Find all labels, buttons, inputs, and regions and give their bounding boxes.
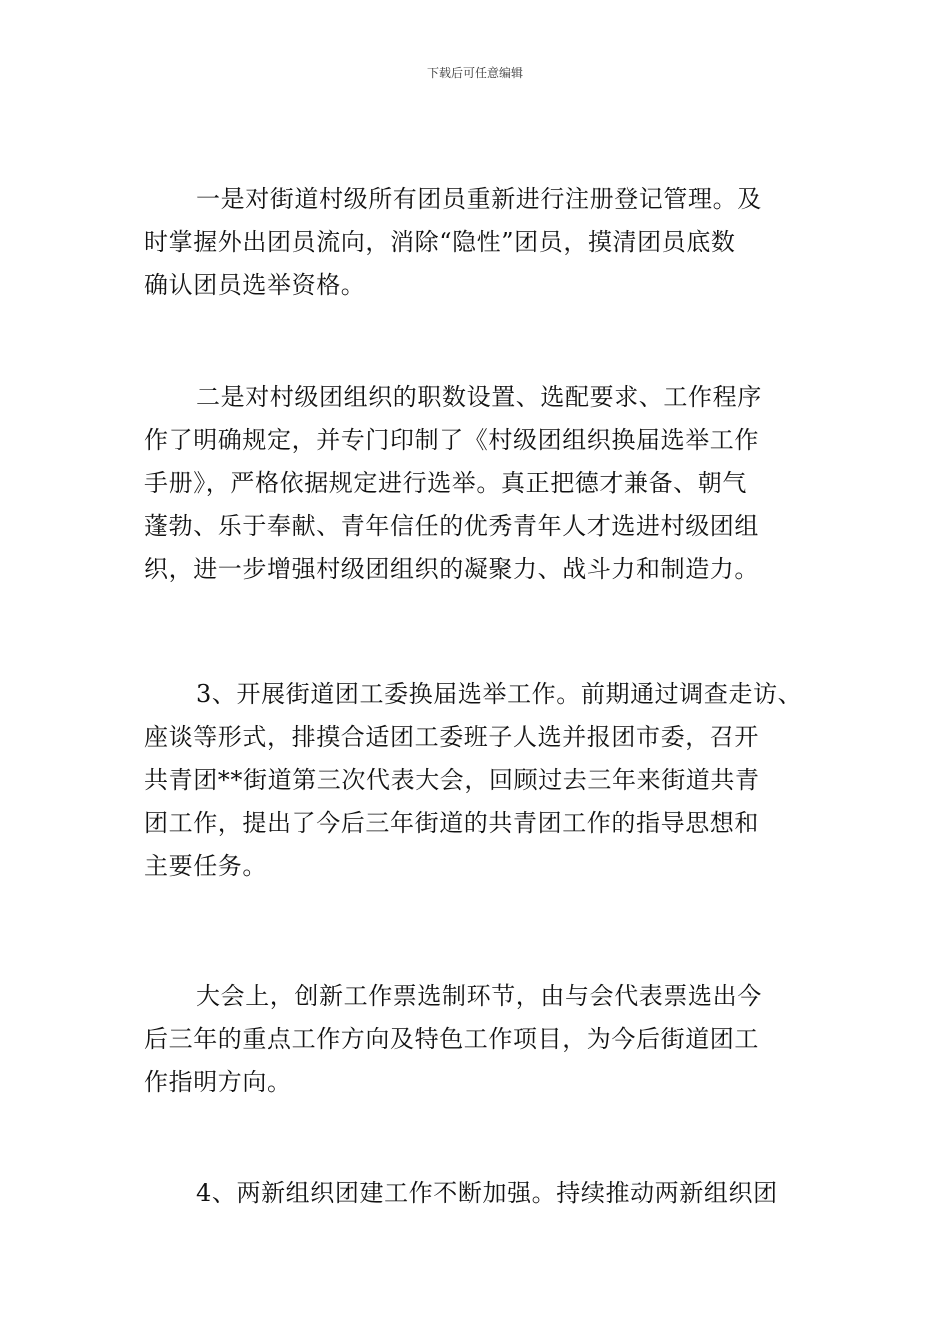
paragraph-line: 3、开展街道团工委换届选举工作。前期通过调查走访、: [196, 680, 803, 708]
paragraph-1: [144, 178, 812, 307]
paragraph-line: 时掌握外出团员流向，消除“隐性”团员，摸清团员底数: [144, 228, 736, 256]
paragraph-4: [144, 975, 812, 1104]
paragraph-line: 主要任务。: [144, 852, 267, 880]
paragraph-line: 团工作，提出了今后三年街道的共青团工作的指导思想和: [144, 809, 759, 837]
paragraph-line: 作指明方向。: [144, 1068, 292, 1096]
paragraph-line: 织，进一步增强村级团组织的凝聚力、战斗力和制造力。: [144, 555, 759, 583]
paragraph-line: 座谈等形式，排摸合适团工委班子人选并报团市委，召开: [144, 723, 759, 751]
header-note: 下载后可任意编辑: [426, 66, 523, 80]
paragraph-line: 4、两新组织团建工作不断加强。持续推动两新组织团: [196, 1179, 778, 1207]
paragraph-5: [144, 1172, 812, 1215]
paragraph-line: 大会上，创新工作票选制环节，由与会代表票选出今: [196, 982, 762, 1010]
paragraph-line: 确认团员选举资格。: [144, 271, 366, 299]
paragraph-3: [144, 673, 812, 888]
paragraph-line: 二是对村级团组织的职数设置、选配要求、工作程序: [196, 383, 762, 411]
paragraph-line: 手册》，严格依据规定进行选举。真正把德才兼备、朝气: [144, 469, 747, 497]
paragraph-2: [144, 376, 812, 591]
paragraph-line: 蓬勃、乐于奉献、青年信任的优秀青年人才选进村级团组: [144, 512, 759, 540]
paragraph-line: 一是对街道村级所有团员重新进行注册登记管理。及: [196, 185, 762, 213]
paragraph-line: 后三年的重点工作方向及特色工作项目，为今后街道团工: [144, 1025, 759, 1053]
paragraph-line: 共青团**街道第三次代表大会，回顾过去三年来街道共青: [144, 766, 760, 794]
paragraph-line: 作了明确规定，并专门印制了《村级团组织换届选举工作: [144, 426, 759, 454]
